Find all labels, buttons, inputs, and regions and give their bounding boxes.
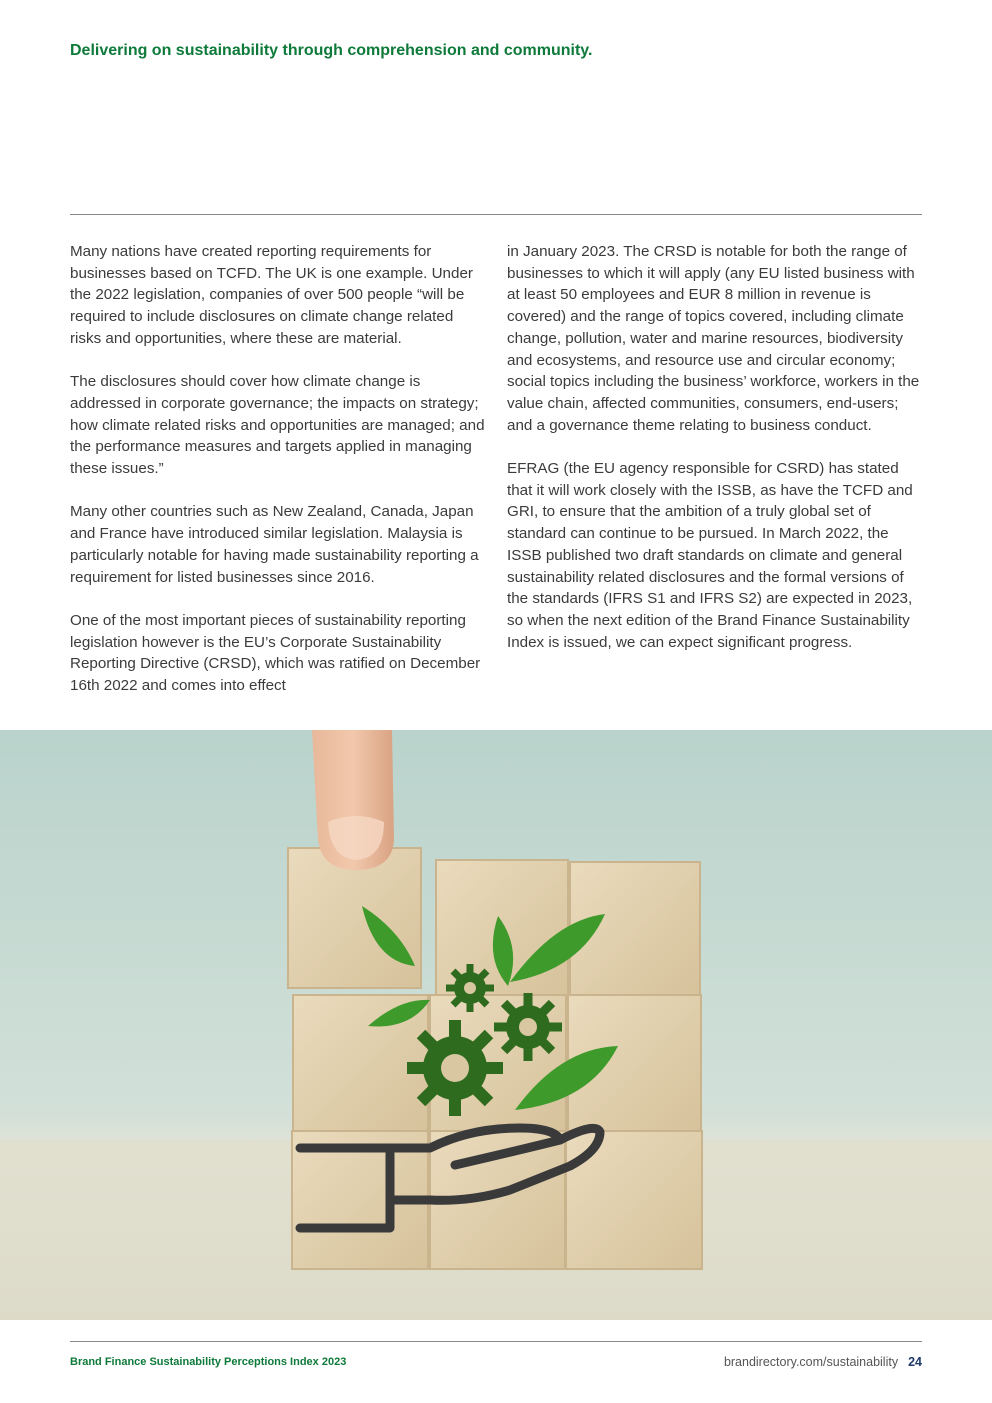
- footer-right: [724, 1355, 922, 1369]
- paragraph: EFRAG (the EU agency responsible for CSRD) has stated that it will work closely with the ISSB, as have the TCFD and GRI, to ensure that the ambition of a truly global set of standard can continue to be pursued. In March 2022, the ISSB published two draft standards on climate and general sustainability related disclosures and the formal versions of the standards (IFRS S1 and IFRS S2) are expected in 2023, so when the next edition of the Brand Finance Sustainability Index is issued, we can expect significant progress.: [507, 460, 913, 651]
- publication-title: Brand Finance Sustainability Perceptions Index 2023: [70, 1356, 347, 1368]
- paragraph: in January 2023. The CRSD is notable for both the range of businesses to which it will apply (any EU listed business with at least 50 employees and EUR 8 million in revenue is covered) and the range of topics covered, including climate change, pollution, water and marine resources, biodiversity and ecosystems, and resource use and circular economy; social topics including the business’ workforce, workers in the value chain, affected communities, consumers, end-users; and a governance theme relating to business conduct.: [507, 243, 920, 434]
- page-number: 24: [908, 1355, 922, 1369]
- text-column-left: [70, 241, 488, 718]
- paragraph: One of the most important pieces of sustainability reporting legislation however is the EU’s Corporate Sustainability Reporting Directive (CRSD), which was ratified on December 16th 2022 and comes into effect: [70, 611, 481, 695]
- heading-divider: [70, 214, 922, 215]
- footer-divider: [70, 1341, 922, 1342]
- wooden-blocks-sustainability-photo: [0, 730, 992, 1320]
- text-column-right: [507, 241, 925, 675]
- wooden-blocks: [288, 848, 702, 1269]
- paragraph: Many nations have created reporting requirements for businesses based on TCFD. The UK is one example. Under the 2022 legislation, companies of over 500 people “will be required to include disclosures on climate change related risks and opportunities, where these are material.: [70, 243, 473, 347]
- paragraph: The disclosures should cover how climate change is addressed in corporate governance; the impacts on strategy; how climate related risks and opportunities are managed; and the performance measures and targets applied in managing these issues.”: [70, 373, 485, 478]
- page-heading: Delivering on sustainability through comprehension and community.: [70, 42, 593, 59]
- paragraph: Many other countries such as New Zealand, Canada, Japan and France have introduced similar legislation. Malaysia is particularly notable for having made sustainability reporting a requirement for listed businesses since 2016.: [70, 503, 479, 586]
- website-link[interactable]: brandirectory.com/sustainability: [723, 1355, 899, 1369]
